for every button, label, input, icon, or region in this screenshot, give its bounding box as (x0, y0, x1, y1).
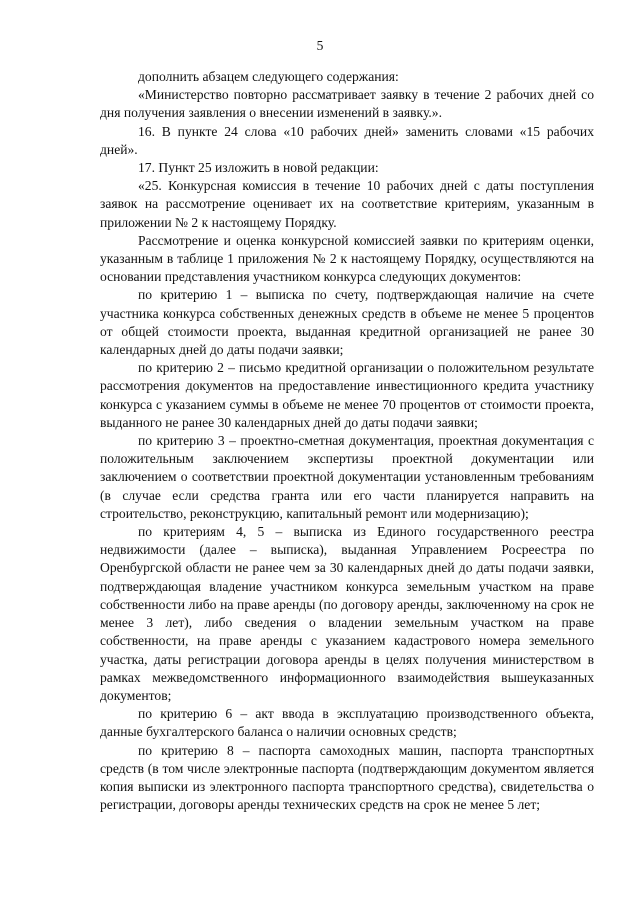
paragraph-criterion-2: по критерию 2 – письмо кредитной организации о положительном результате рассмотрения документов на предоставление инвестиционного кредита участнику конкурса с указанием суммы в объеме не менее 70 процентов от стоимости проекта, выданного не ранее 30 календарных дней до даты подачи заявки; (100, 360, 594, 430)
document-body (100, 68, 594, 814)
paragraph-criterion-8: по критерию 8 – паспорта самоходных машин, паспорта транспортных средств (в том числе электронные паспорта (подтверждающим документом является копия выписки из электронного паспорта транспортного средства), свидетельства о регистрации, договоры аренды технических средств на срок не менее 5 лет; (100, 742, 594, 813)
paragraph-criterion-6: по критерию 6 – акт ввода в эксплуатацию производственного объекта, данные бухгалтерского баланса о наличии основных средств; (100, 706, 594, 740)
paragraph-item-16: 16. В пункте 24 слова «10 рабочих дней» заменить словами «15 рабочих дней». (100, 123, 594, 157)
paragraph-criterion-1: по критерию 1 – выписка по счету, подтверждающая наличие на счете участника конкурса собственных денежных средств в объеме не менее 5 процентов от общей стоимости проекта, выданная кредитной организацией не ранее 30 календарных дней до даты подачи заявки; (100, 287, 594, 358)
paragraph-criteria-4-5: по критериям 4, 5 – выписка из Единого государственного реестра недвижимости (далее – выписка), выданная Управлением Росреестра по Оренбургской области не ранее чем за 30 календарных дней до даты подачи заявки, подтверждающая владение участником конкурса земельным участком на праве собственности либо на праве аренды (по договору аренды, заключенному на срок не менее 3 лет), либо сведения о владении земельным участком на праве собственности, на праве аренды с указанием кадастрового номера земельного участка, даты регистрации договора аренды в целях получения министерством в рамках межведомственного информационного взаимодействия вышеуказанных документов; (100, 524, 594, 703)
page-number: 5 (316, 38, 324, 53)
paragraph-clause-25: «25. Конкурсная комиссия в течение 10 рабочих дней с даты поступления заявок на рассмотрение оценивает их на соответствие критериям, указанным в приложении № 2 к настоящему Порядку. (100, 178, 594, 230)
paragraph-intro: дополнить абзацем следующего содержания: (138, 69, 399, 84)
paragraph-criterion-3: по критерию 3 – проектно-сметная документация, проектная документация с положительным заключением экспертизы проектной документации или заключением о соответствии проектной документации установленным требованиям (в случае если средства гранта или его части планируется направить на строительство, реконструкцию, капитальный ремонт или модернизацию); (100, 433, 594, 521)
paragraph-item-17: 17. Пункт 25 изложить в новой редакции: (138, 160, 379, 176)
paragraph-quote-resubmission: «Министерство повторно рассматривает заявку в течение 2 рабочих дней со дня получения заявления о внесении изменений в заявку.». (100, 87, 594, 121)
paragraph-evaluation: Рассмотрение и оценка конкурсной комиссией заявки по критериям оценки, указанным в таблице 1 приложения № 2 к настоящему Порядку, осуществляются на основании представления участником конкурса следующих документов: (100, 232, 594, 285)
